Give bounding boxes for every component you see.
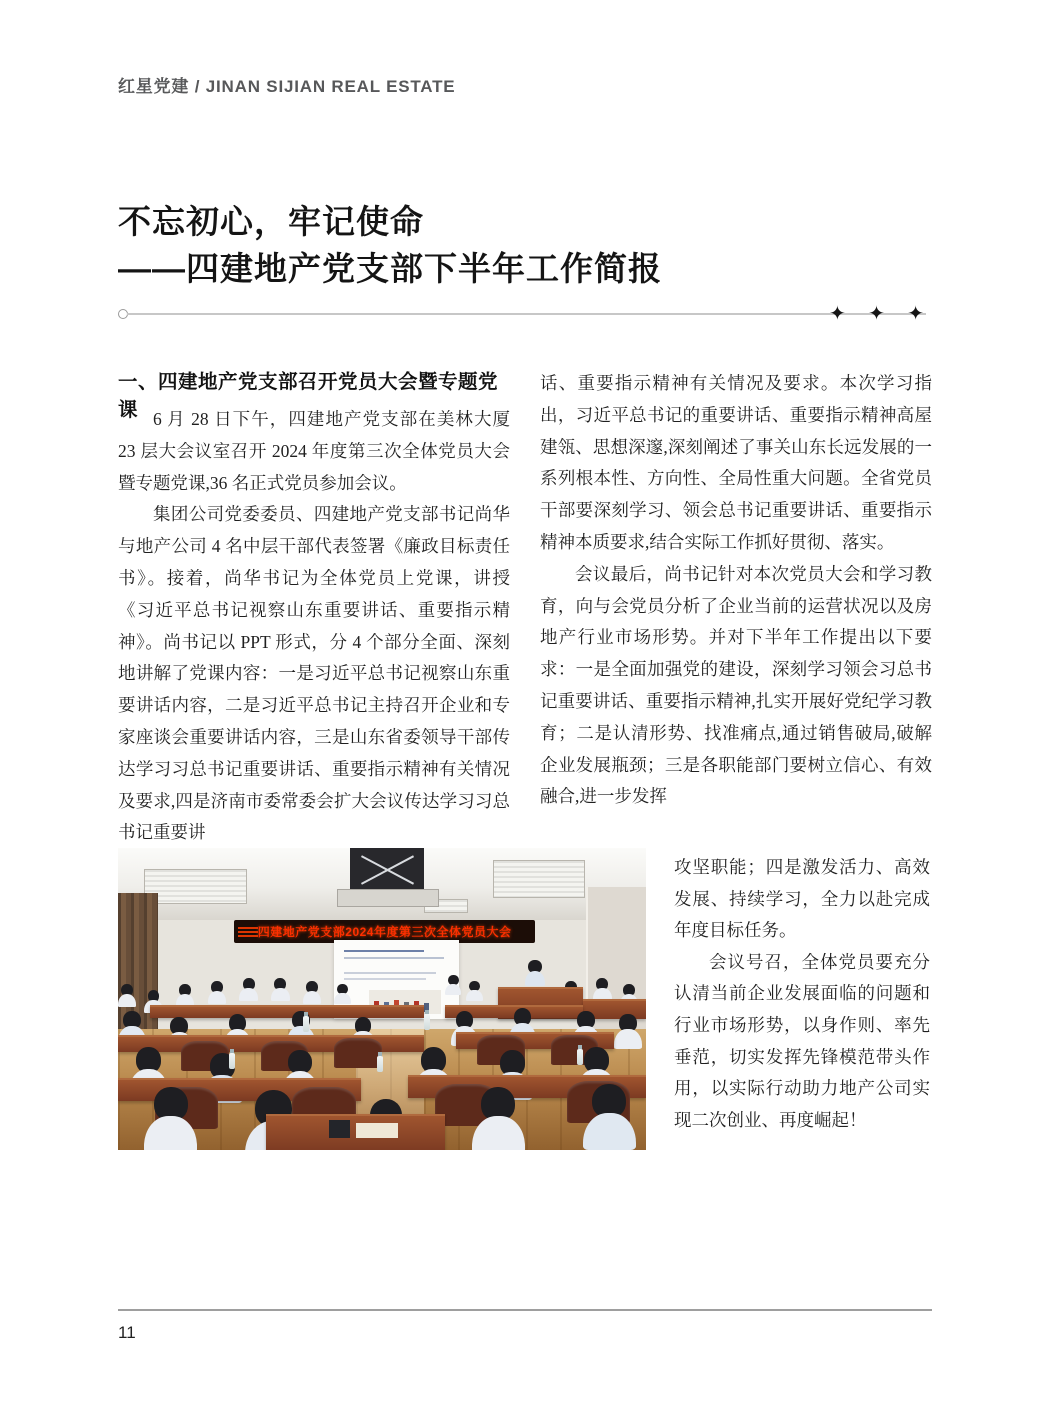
person-figure (208, 981, 226, 1004)
footer-divider (118, 1309, 932, 1311)
person-figure (334, 984, 350, 1004)
water-bottle (229, 1053, 235, 1069)
paragraph: 会议最后，尚书记针对本次党员大会和学习教育，向与会党员分析了企业当前的运营状况以及房地产行业市场形势。并对下半年工作提出以下要求：一是全面加强党的建设，深刻学习领会习总书记重要讲话、重要指示精神,扎实开展好党纪学习教育；二是认清形势、找准痛点,通过销售破局,破解企业发展瓶颈；三是各职能部门要树立信心、有效融合,进一步发挥 (540, 563, 932, 807)
person-figure (303, 981, 321, 1004)
water-bottle (377, 1056, 383, 1072)
person-figure (118, 984, 136, 1007)
meeting-photo (118, 848, 646, 1150)
page-header: 红星党建 / JINAN SIJIAN REAL ESTATE (118, 77, 456, 96)
article-title (118, 198, 662, 292)
paragraph: 6 月 28 日下午，四建地产党支部在美林大厦 23 层大会议室召开 2024 年度第三次全体党员大会暨专题党课,36 名正式党员参加会议。 (118, 409, 510, 493)
stars-icon: ✦ ✦ ✦ (829, 301, 932, 325)
water-bottle (424, 1014, 430, 1030)
water-bottle (577, 1049, 583, 1065)
section-heading: 一、四建地产党支部召开党员大会暨专题党课 (118, 371, 499, 421)
desk-prop (356, 1123, 398, 1138)
ceiling-vent (144, 869, 246, 904)
right-column (540, 368, 932, 813)
slide-text-line (344, 978, 426, 980)
projector-tray (337, 889, 439, 908)
desk-prop (329, 1120, 350, 1138)
slide-text-line (344, 972, 436, 974)
person-figure (239, 978, 257, 1001)
left-column (118, 404, 510, 849)
person-figure (472, 1087, 525, 1150)
photo-side-column (674, 852, 930, 1136)
person-figure (176, 984, 194, 1007)
person-figure (614, 1014, 642, 1049)
paragraph: 集团公司党委委员、四建地产党支部书记尚华与地产公司 4 名中层干部代表签署《廉政目标责任书》。接着，尚华书记为全体党员上党课，讲授《习近平总书记视察山东重要讲话、重要指示精神》。尚书记以 PPT 形式，分 4 个部分全面、深刻地讲解了党课内容：一是习近平总书记视察山东重要讲话内容，二是习近平总书记主持召开企业和专家座谈会重要讲话内容，三是山东省委领导干部传达学习习总书记重要讲话、重要指示精神有关情况及要求,四是济南市委常委会扩大会议传达学习习总书记重要讲 (118, 504, 510, 843)
paragraph: 会议号召，全体党员要充分认清当前企业发展面临的问题和行业市场形势，以身作则、率先垂范，切实发挥先锋模范带头作用，以实际行动助力地产公司实现二次创业、再度崛起！ (674, 951, 930, 1130)
paragraph: 攻坚职能；四是激发活力、高效发展、持续学习，全力以赴完成年度目标任务。 (674, 857, 930, 941)
title-line1: 不忘初心，牢记使命 (118, 203, 424, 240)
ceiling-vent (493, 860, 585, 898)
title-line2: ——四建地产党支部下半年工作简报 (118, 250, 662, 287)
led-banner-side-text (238, 926, 258, 938)
slide-text-line (344, 957, 443, 959)
chair (334, 1038, 382, 1068)
person-figure (271, 978, 289, 1001)
person-figure (593, 978, 611, 1001)
person-figure (445, 975, 461, 995)
title-divider (118, 301, 932, 327)
desk-prop (540, 970, 569, 991)
person-figure (144, 1087, 197, 1150)
person-figure (583, 1084, 636, 1150)
led-banner-text: 四建地产党支部2024年度第三次全体党员大会 (257, 925, 512, 940)
divider-line (127, 313, 926, 315)
page-number: 11 (118, 1323, 136, 1342)
water-bottle (303, 1016, 309, 1032)
projector-lift-icon (350, 848, 424, 893)
slide-title-line (344, 950, 423, 952)
person-figure (466, 981, 482, 1001)
paragraph: 话、重要指示精神有关情况及要求。本次学习指出，习近平总书记的重要讲话、重要指示精神高屋建瓴、思想深邃,深刻阐述了事关山东长远发展的一系列根本性、方向性、全局性重大问题。全省党员干部要深刻学习、领会总书记重要讲话、重要指示精神本质要求,结合实际工作抓好贯彻、落实。 (540, 373, 932, 552)
